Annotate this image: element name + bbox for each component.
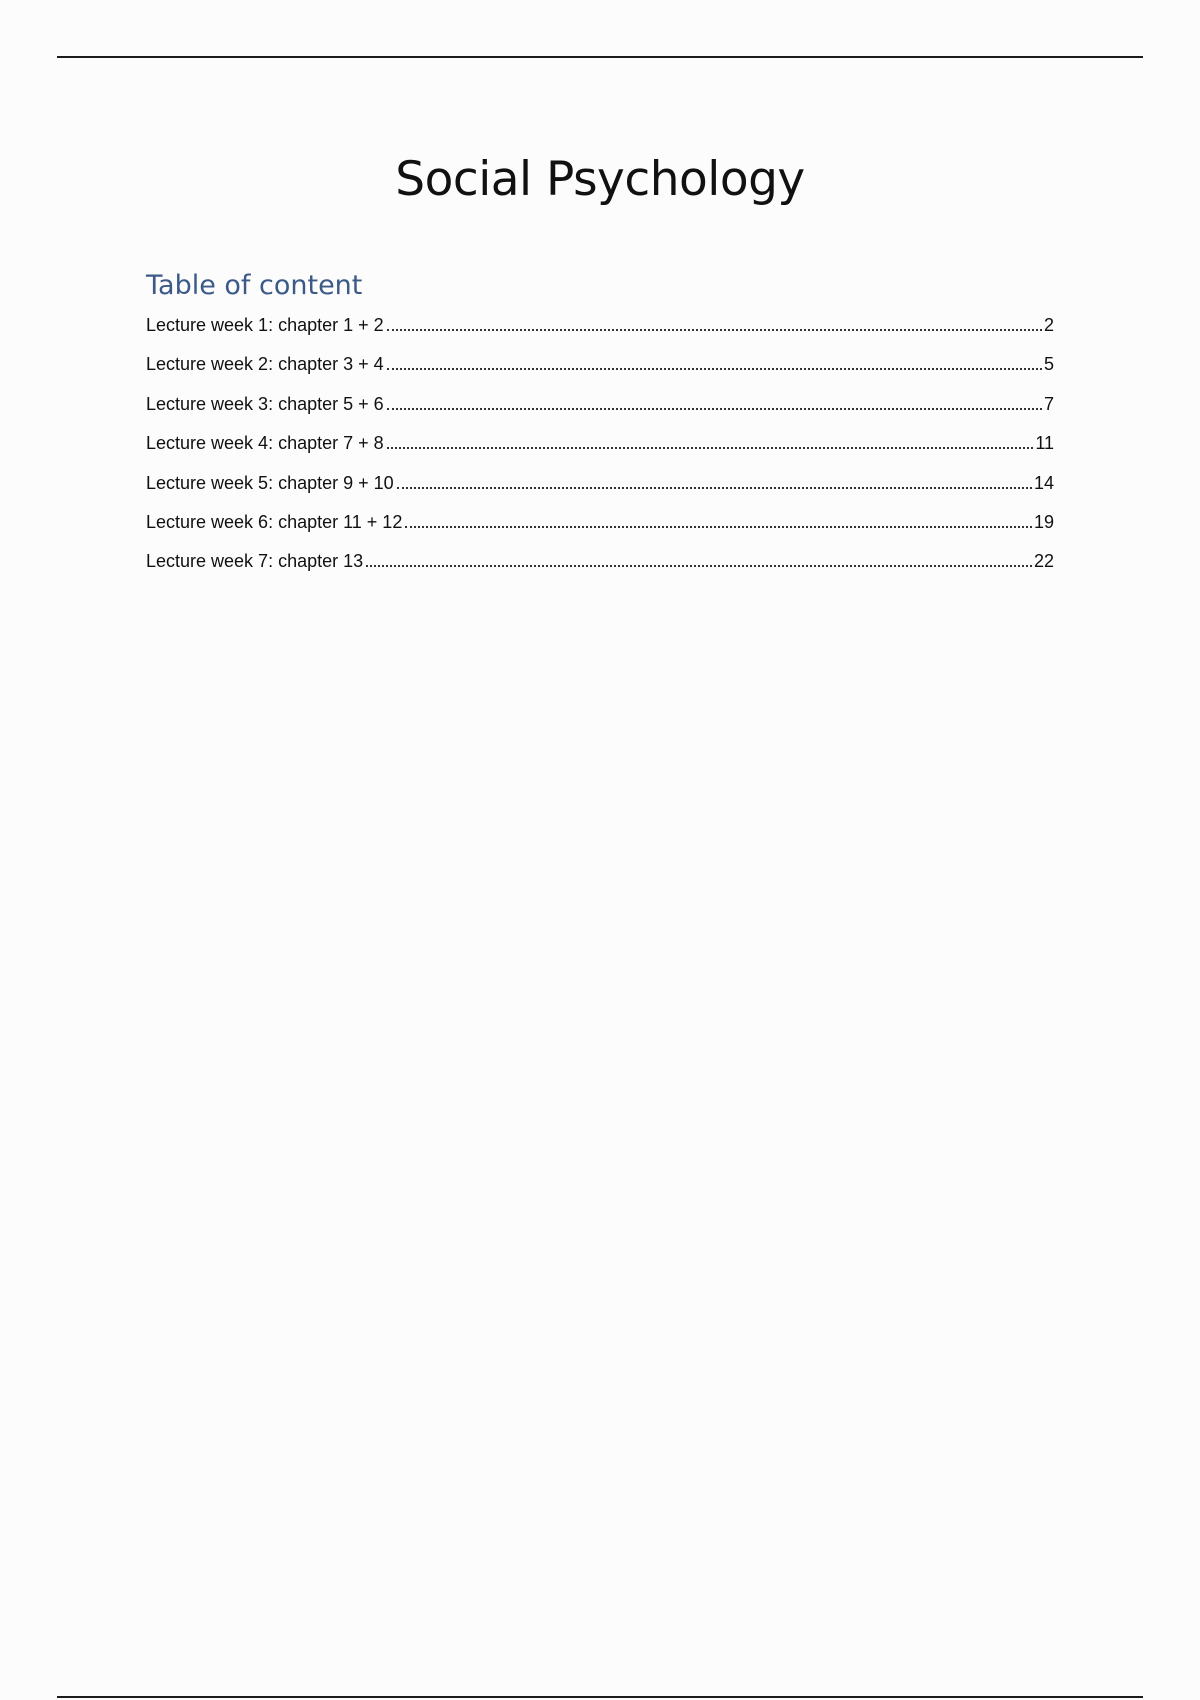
footer-rule: [57, 1696, 1143, 1698]
toc-entry-page: 19: [1033, 511, 1054, 532]
toc-entry-label: Lecture week 6: chapter 11 + 12: [146, 511, 403, 532]
table-of-contents: [146, 310, 1054, 586]
toc-entry-week-5[interactable]: [146, 468, 1054, 507]
toc-dot-leader: [366, 565, 1032, 567]
toc-dot-leader: [397, 487, 1032, 489]
toc-entry-label: Lecture week 4: chapter 7 + 8: [146, 433, 384, 454]
toc-entry-page: 5: [1043, 354, 1054, 375]
toc-dot-leader: [405, 526, 1032, 528]
toc-dot-leader: [387, 368, 1042, 370]
toc-entry-page: 14: [1033, 472, 1054, 493]
document-title: Social Psychology: [395, 152, 805, 207]
toc-entry-page: 22: [1033, 551, 1054, 572]
toc-dot-leader: [387, 408, 1042, 410]
header-rule: [57, 56, 1143, 58]
toc-heading: Table of content: [146, 270, 363, 301]
toc-entry-page: 7: [1043, 393, 1054, 414]
toc-entry-week-2[interactable]: [146, 349, 1054, 388]
toc-entry-page: 2: [1043, 315, 1054, 335]
toc-entry-page: 11: [1035, 433, 1054, 454]
toc-entry-week-3[interactable]: [146, 389, 1054, 428]
toc-entry-label: Lecture week 2: chapter 3 + 4: [146, 354, 384, 375]
toc-entry-week-6[interactable]: [146, 507, 1054, 546]
toc-entry-label: Lecture week 7: chapter 13: [146, 551, 364, 572]
toc-entry-week-4[interactable]: [146, 428, 1054, 467]
toc-dot-leader: [387, 329, 1042, 331]
toc-entry-week-1[interactable]: [146, 310, 1054, 349]
toc-entry-label: Lecture week 5: chapter 9 + 10: [146, 472, 394, 493]
toc-dot-leader: [387, 447, 1034, 449]
toc-entry-label: Lecture week 3: chapter 5 + 6: [146, 393, 384, 414]
toc-entry-label: Lecture week 1: chapter 1 + 2: [146, 315, 384, 335]
toc-entry-week-7[interactable]: [146, 546, 1054, 585]
